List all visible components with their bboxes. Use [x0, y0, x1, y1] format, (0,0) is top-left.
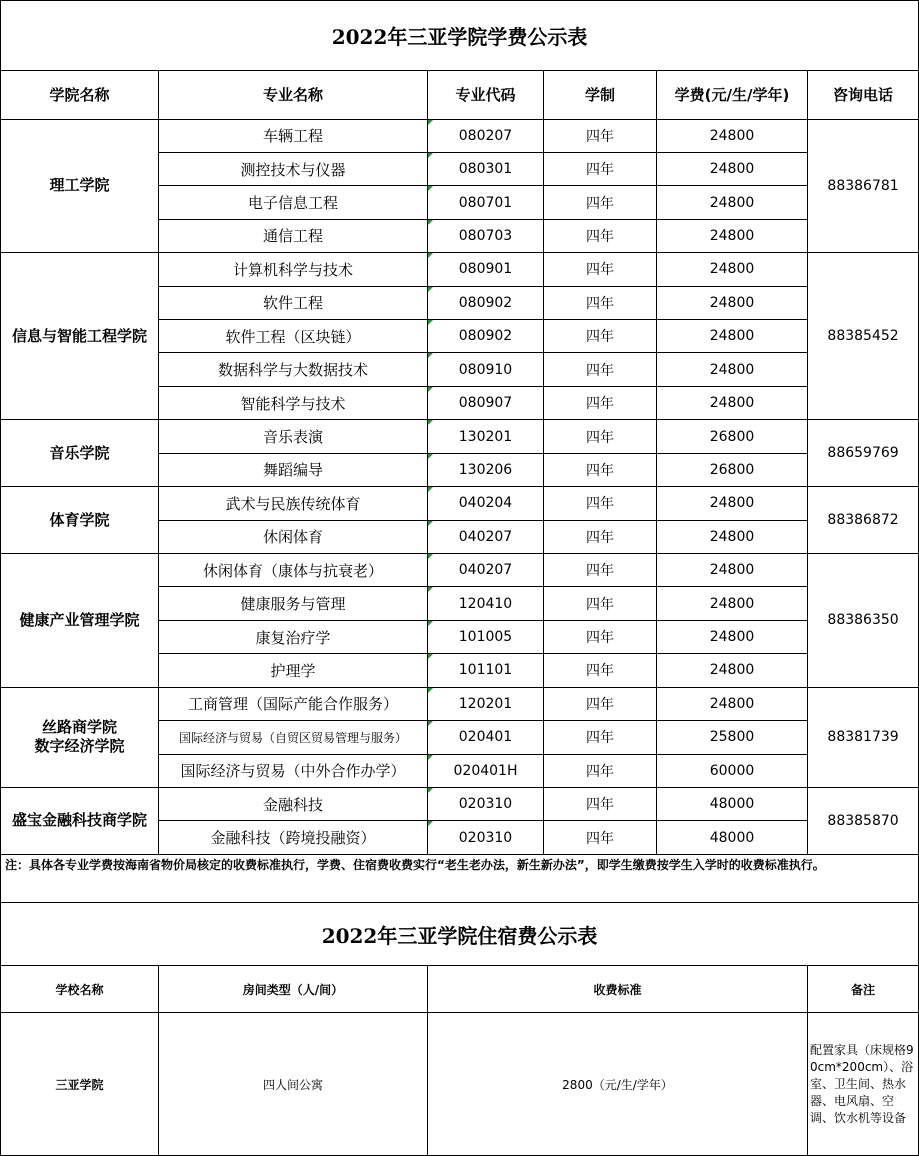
major-name: 工商管理（国际产能合作服务） [159, 687, 428, 720]
college-name: 信息与智能工程学院 [1, 253, 159, 420]
major-fee: 48000 [657, 787, 808, 820]
major-name: 软件工程（区块链） [159, 320, 428, 353]
major-name: 康复治疗学 [159, 620, 428, 653]
major-duration: 四年 [544, 587, 657, 620]
major-code: 101005 [428, 620, 544, 653]
major-code: 020401 [428, 721, 544, 754]
dorm-row [1, 1013, 919, 1156]
consult-phone: 88385452 [808, 253, 919, 420]
major-fee: 26800 [657, 420, 808, 453]
major-row [1, 487, 919, 520]
major-name: 舞蹈编导 [159, 453, 428, 486]
major-duration: 四年 [544, 219, 657, 252]
major-duration: 四年 [544, 353, 657, 386]
major-code: 120410 [428, 587, 544, 620]
major-fee: 24800 [657, 219, 808, 252]
major-name: 健康服务与管理 [159, 587, 428, 620]
dorm-header-remark: 备注 [808, 966, 919, 1013]
major-fee: 24800 [657, 186, 808, 219]
major-code: 120201 [428, 687, 544, 720]
major-duration: 四年 [544, 420, 657, 453]
header-college: 学院名称 [1, 70, 159, 119]
major-code: 080301 [428, 152, 544, 185]
major-name: 测控技术与仪器 [159, 152, 428, 185]
consult-phone: 88386350 [808, 553, 919, 687]
major-fee: 26800 [657, 453, 808, 486]
major-fee: 24800 [657, 620, 808, 653]
major-code: 040207 [428, 520, 544, 553]
consult-phone: 88386872 [808, 487, 919, 554]
major-name: 休闲体育（康体与抗衰老） [159, 553, 428, 586]
major-name: 金融科技 [159, 787, 428, 820]
major-name: 软件工程 [159, 286, 428, 319]
major-duration: 四年 [544, 553, 657, 586]
dormitory-fee-table [0, 902, 919, 1156]
major-code: 130206 [428, 453, 544, 486]
major-fee: 24800 [657, 320, 808, 353]
consult-phone: 88385870 [808, 787, 919, 854]
college-name: 丝路商学院 数字经济学院 [1, 687, 159, 787]
major-duration: 四年 [544, 453, 657, 486]
college-name: 音乐学院 [1, 420, 159, 487]
major-duration: 四年 [544, 186, 657, 219]
major-duration: 四年 [544, 152, 657, 185]
major-code: 080910 [428, 353, 544, 386]
major-fee: 24800 [657, 587, 808, 620]
major-fee: 24800 [657, 553, 808, 586]
major-code: 080901 [428, 253, 544, 286]
dorm-fee: 2800（元/生/学年） [428, 1013, 808, 1156]
major-name: 计算机科学与技术 [159, 253, 428, 286]
college-name: 盛宝金融科技商学院 [1, 787, 159, 854]
header-major: 专业名称 [159, 70, 428, 119]
dorm-room-type: 四人间公寓 [159, 1013, 428, 1156]
consult-phone: 88381739 [808, 687, 919, 787]
fee-note: 注：具体各专业学费按海南省物价局核定的收费标准执行，学费、住宿费收费实行“老生老办法，新生新办法”，即学生缴费按学生入学时的收费标准执行。 [1, 854, 919, 902]
header-duration: 学制 [544, 70, 657, 119]
major-row [1, 553, 919, 586]
major-fee: 48000 [657, 821, 808, 854]
major-duration: 四年 [544, 654, 657, 687]
header-code: 专业代码 [428, 70, 544, 119]
dorm-remark: 配置家具（床规格90cm*200cm）、浴室、卫生间、热水器、电风扇、空调、饮水机等设备 [808, 1013, 919, 1156]
major-code: 020310 [428, 787, 544, 820]
major-duration: 四年 [544, 386, 657, 419]
major-duration: 四年 [544, 286, 657, 319]
major-fee: 24800 [657, 487, 808, 520]
major-fee: 24800 [657, 152, 808, 185]
major-code: 020310 [428, 821, 544, 854]
major-duration: 四年 [544, 520, 657, 553]
dorm-header-fee: 收费标准 [428, 966, 808, 1013]
major-name: 通信工程 [159, 219, 428, 252]
major-duration: 四年 [544, 487, 657, 520]
college-name: 体育学院 [1, 487, 159, 554]
major-fee: 24800 [657, 253, 808, 286]
major-code: 101101 [428, 654, 544, 687]
consult-phone: 88659769 [808, 420, 919, 487]
major-row [1, 119, 919, 152]
major-name: 国际经济与贸易（中外合作办学） [159, 754, 428, 787]
major-row [1, 253, 919, 286]
major-code: 080902 [428, 286, 544, 319]
major-fee: 60000 [657, 754, 808, 787]
header-fee: 学费(元/生/学年) [657, 70, 808, 119]
major-duration: 四年 [544, 754, 657, 787]
fee-table-header-row [1, 70, 919, 119]
major-name: 护理学 [159, 654, 428, 687]
major-fee: 24800 [657, 286, 808, 319]
fee-table-title: 2022年三亚学院学费公示表 [1, 1, 919, 71]
major-fee: 24800 [657, 520, 808, 553]
major-duration: 四年 [544, 787, 657, 820]
dorm-school-name: 三亚学院 [1, 1013, 159, 1156]
major-name: 休闲体育 [159, 520, 428, 553]
major-code: 040204 [428, 487, 544, 520]
major-name: 数据科学与大数据技术 [159, 353, 428, 386]
major-fee: 24800 [657, 119, 808, 152]
major-fee: 24800 [657, 353, 808, 386]
major-fee: 24800 [657, 654, 808, 687]
major-duration: 四年 [544, 821, 657, 854]
major-fee: 24800 [657, 386, 808, 419]
major-name: 音乐表演 [159, 420, 428, 453]
dorm-table-header-row [1, 966, 919, 1013]
consult-phone: 88386781 [808, 119, 919, 253]
major-duration: 四年 [544, 253, 657, 286]
major-name: 智能科学与技术 [159, 386, 428, 419]
major-fee: 24800 [657, 687, 808, 720]
college-name: 健康产业管理学院 [1, 553, 159, 687]
major-code: 080902 [428, 320, 544, 353]
major-duration: 四年 [544, 320, 657, 353]
dorm-header-room-type: 房间类型（人/间） [159, 966, 428, 1013]
dorm-table-title: 2022年三亚学院住宿费公示表 [1, 903, 919, 966]
header-phone: 咨询电话 [808, 70, 919, 119]
major-row [1, 420, 919, 453]
major-duration: 四年 [544, 620, 657, 653]
major-duration: 四年 [544, 687, 657, 720]
major-name: 国际经济与贸易（自贸区贸易管理与服务） [159, 721, 428, 754]
major-row [1, 787, 919, 820]
major-code: 130201 [428, 420, 544, 453]
major-code: 080907 [428, 386, 544, 419]
major-code: 080207 [428, 119, 544, 152]
major-row [1, 687, 919, 720]
major-name: 金融科技（跨境投融资） [159, 821, 428, 854]
major-code: 080703 [428, 219, 544, 252]
college-name: 理工学院 [1, 119, 159, 253]
major-duration: 四年 [544, 119, 657, 152]
major-fee: 25800 [657, 721, 808, 754]
fee-note-row [1, 854, 919, 902]
major-name: 电子信息工程 [159, 186, 428, 219]
major-name: 武术与民族传统体育 [159, 487, 428, 520]
major-code: 080701 [428, 186, 544, 219]
major-name: 车辆工程 [159, 119, 428, 152]
major-code: 020401H [428, 754, 544, 787]
major-code: 040207 [428, 553, 544, 586]
major-duration: 四年 [544, 721, 657, 754]
dorm-header-school: 学校名称 [1, 966, 159, 1013]
